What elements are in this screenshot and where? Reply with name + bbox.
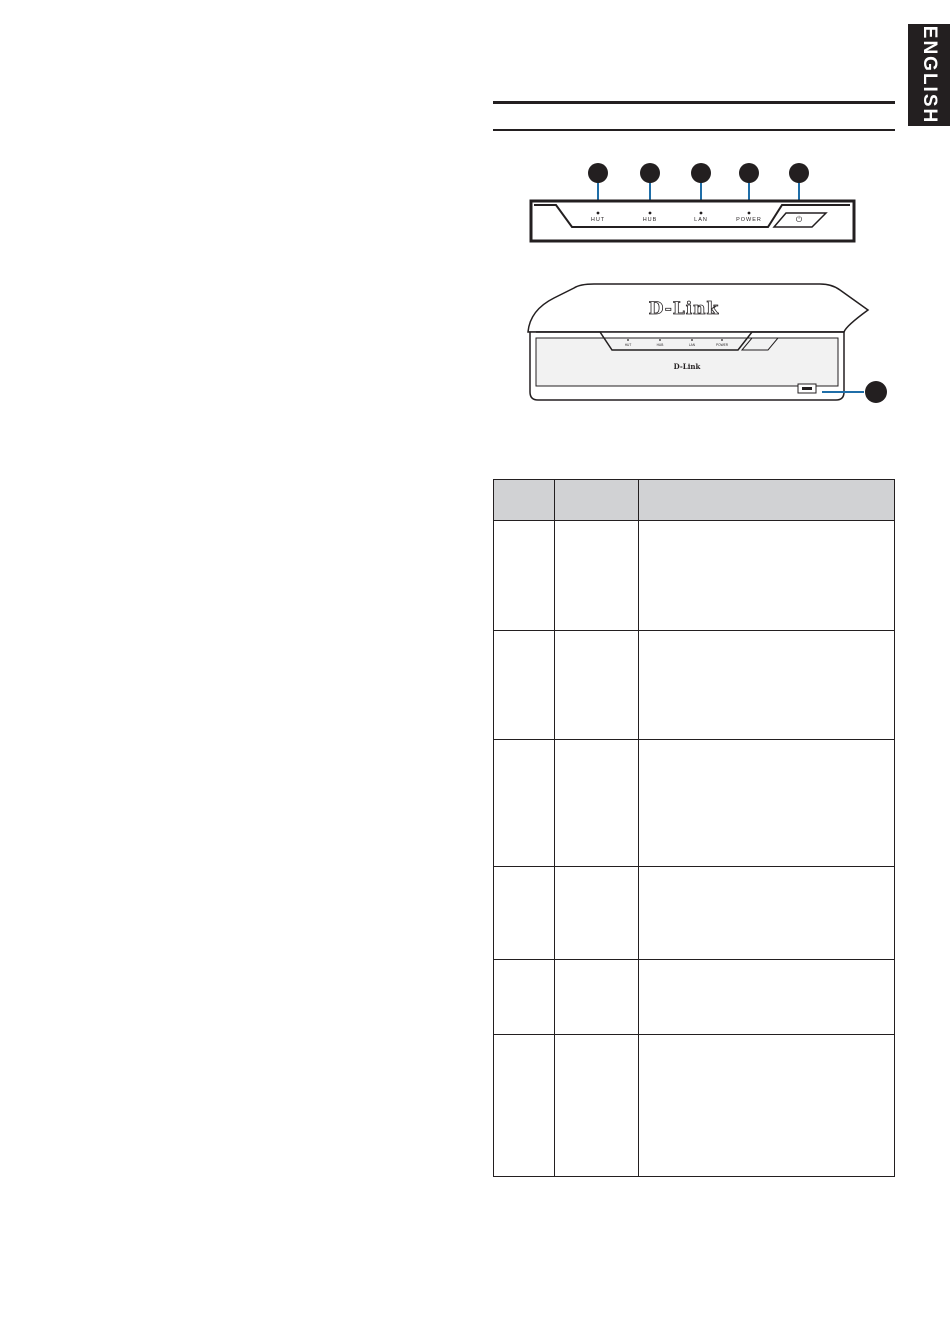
led-hut: [597, 212, 600, 215]
table-row-3-number: [494, 740, 554, 866]
device-label-hut: HUT: [624, 343, 632, 347]
table-row-1-description: [639, 521, 894, 630]
device-label-hub: HUB: [656, 343, 664, 347]
label-lan: LAN: [694, 217, 708, 223]
language-tab: [908, 24, 950, 126]
table-row-5-name: [555, 960, 638, 1034]
table-row-6-number: [494, 1035, 554, 1176]
device-led-hub: [659, 339, 661, 341]
section-title: [493, 106, 895, 128]
table-row-2-number: [494, 631, 554, 739]
table-row-2-name: [555, 631, 638, 739]
section-rule-bottom: [493, 129, 895, 131]
table-row-5-number: [494, 960, 554, 1034]
table-row-4-description: [639, 867, 894, 959]
device-label-power: POWER: [715, 343, 729, 347]
table-row-4-number: [494, 867, 554, 959]
description-table: [493, 479, 895, 1177]
panel-body: [531, 201, 854, 241]
device-illustration: [524, 280, 898, 406]
power-icon: ⏻: [795, 215, 803, 224]
device-front-logo: D-Link: [673, 362, 701, 371]
device-led-lan: [691, 339, 693, 341]
led-hub: [649, 212, 652, 215]
table-row-5-description: [639, 960, 894, 1034]
table-row-1-name: [555, 521, 638, 630]
device-top-logo: D-Link: [648, 299, 720, 319]
table-row-6-description: [639, 1035, 894, 1176]
table-row-1-number: [494, 521, 554, 630]
callout-marker-4: [739, 163, 759, 183]
callout-marker-3: [691, 163, 711, 183]
device-led-hut: [627, 339, 629, 341]
table-row-3-description: [639, 740, 894, 866]
callout-marker-2: [640, 163, 660, 183]
table-header-name: [554, 480, 638, 520]
led-lan: [700, 212, 703, 215]
callout-marker-1: [588, 163, 608, 183]
usb-port-inner: [802, 387, 812, 390]
table-row-6-name: [555, 1035, 638, 1176]
label-hut: HUT: [590, 217, 606, 223]
label-hub: HUB: [642, 217, 658, 223]
callout-marker-5: [789, 163, 809, 183]
front-panel-diagram: [528, 155, 858, 247]
led-power: [748, 212, 751, 215]
section-rule-top: [493, 101, 895, 104]
usb-callout-marker: [865, 381, 887, 403]
device-label-lan: LAN: [688, 343, 696, 347]
table-row-2-description: [639, 631, 894, 739]
table-row-4-name: [555, 867, 638, 959]
device-led-power: [721, 339, 723, 341]
table-row-3-name: [555, 740, 638, 866]
table-header-number: [494, 480, 554, 520]
label-power: POWER: [736, 217, 762, 223]
language-tab-label: ENGLISH: [919, 25, 940, 125]
table-header-description: [638, 480, 894, 520]
